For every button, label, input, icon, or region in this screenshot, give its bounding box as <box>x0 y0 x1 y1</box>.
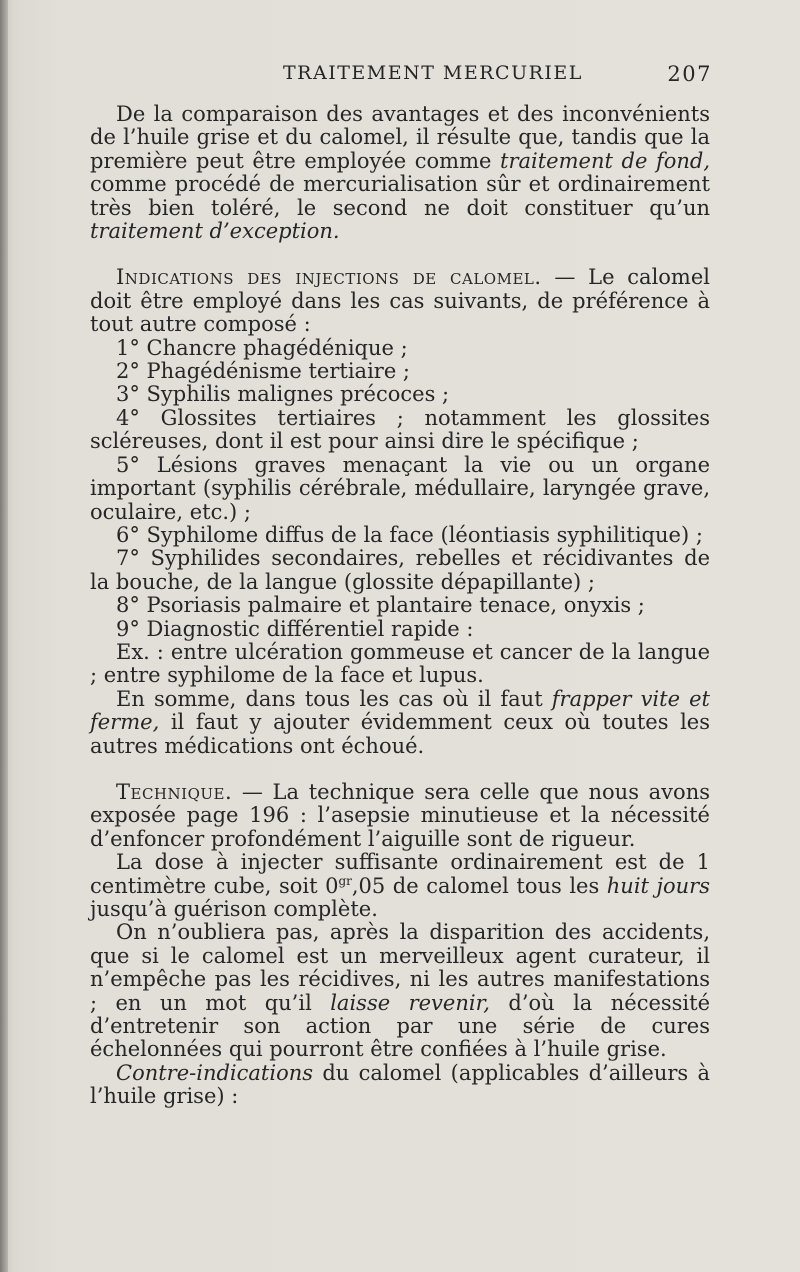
running-title: TRAITEMENT MERCURIEL <box>283 62 583 84</box>
list-item: 4° Glossites tertiaires ; notamment les glossites scléreuses, dont il est pour ainsi dire le spécifique ; <box>90 405 710 454</box>
section-heading-technique: Technique. <box>116 779 233 804</box>
page-number: 207 <box>667 62 712 86</box>
emphasis-laisse-revenir: laisse revenir, <box>330 990 490 1015</box>
list-item: 8° Psoriasis palmaire et plantaire tenace, onyxis ; <box>116 593 645 618</box>
list-item: 9° Diagnostic différentiel rapide : <box>116 616 474 641</box>
emphasis-frapper-vite: frapper vite et ferme, <box>90 686 710 735</box>
paragraph-contre-indications: Contre-indications du calomel (applicables d’ailleurs à l’huile grise) : <box>90 1060 710 1109</box>
emphasis-traitement-de-fond: traitement de fond, <box>500 148 711 173</box>
emphasis-huit-jours: huit jours <box>606 873 710 898</box>
list-item: 2° Phagédénisme tertiaire ; <box>116 359 410 384</box>
emphasis-traitement-exception: traitement d’exception. <box>90 219 340 244</box>
list-item: 6° Syphilome diffus de la face (léontiasis syphilitique) ; <box>116 522 703 547</box>
paragraph-recidives: On n’oubliera pas, après la disparition des accidents, que si le calomel est un merveilleux agent curateur, il n’empêche pas les récidives, ni les autres manifestations ; en un mot qu’il laisse revenir, d’où la nécessité d’entretenir son action par une série de cures échelonnées qui pourront être confiées à l’huile grise. <box>90 920 711 1062</box>
paragraph-summary: En somme, dans tous les cas où il faut frapper vite et ferme, il faut y ajouter évidemment ceux où toutes les autres médications ont échoué. <box>90 686 710 758</box>
emphasis-contre-indications: Contre-indications <box>116 1060 314 1085</box>
page-body <box>90 103 710 1109</box>
paragraph-indications: Indications des injections de calomel. — Le calomel doit être employé dans les cas suivants, de préférence à tout autre composé : <box>90 265 710 337</box>
book-spine-shadow <box>0 0 8 1272</box>
paragraph-comparison: De la comparaison des avantages et des inconvénients de l’huile grise et du calomel, il résulte que, tandis que la première peut être employée comme traitement de fond, comme procédé de mercurialisation sûr et ordinairement très bien toléré, le second ne doit constituer qu’un traitement d’exception. <box>90 102 711 244</box>
list-item: 7° Syphilides secondaires, rebelles et récidivantes de la bouche, de la langue (glossite dépapillante) ; <box>90 546 710 594</box>
section-heading-indications: Indications des injections de calomel. <box>116 265 542 290</box>
example-line: Ex. : entre ulcération gommeuse et cancer de la langue ; entre syphilome de la face et lupus. <box>90 639 710 688</box>
paragraph-dose: La dose à injecter suffisante ordinairement est de 1 centimètre cube, soit $0^{gr},05$ de calomel tous les huit jours jusqu’à guérison complète. <box>90 850 710 921</box>
paragraph-technique: Technique. — La technique sera celle que nous avons exposée page 196 : l’asepsie minutieuse et la nécessité d’enfoncer profondément l’aiguille sont de rigueur. <box>90 779 710 851</box>
list-item: 3° Syphilis malignes précoces ; <box>116 382 450 407</box>
unit-superscript: gr <box>338 873 352 888</box>
list-item: 1° Chancre phagédénique ; <box>116 335 408 360</box>
list-item: 5° Lésions graves menaçant la vie ou un organe important (syphilis cérébrale, médullaire, laryngée grave, oculaire, etc.) ; <box>90 452 710 524</box>
